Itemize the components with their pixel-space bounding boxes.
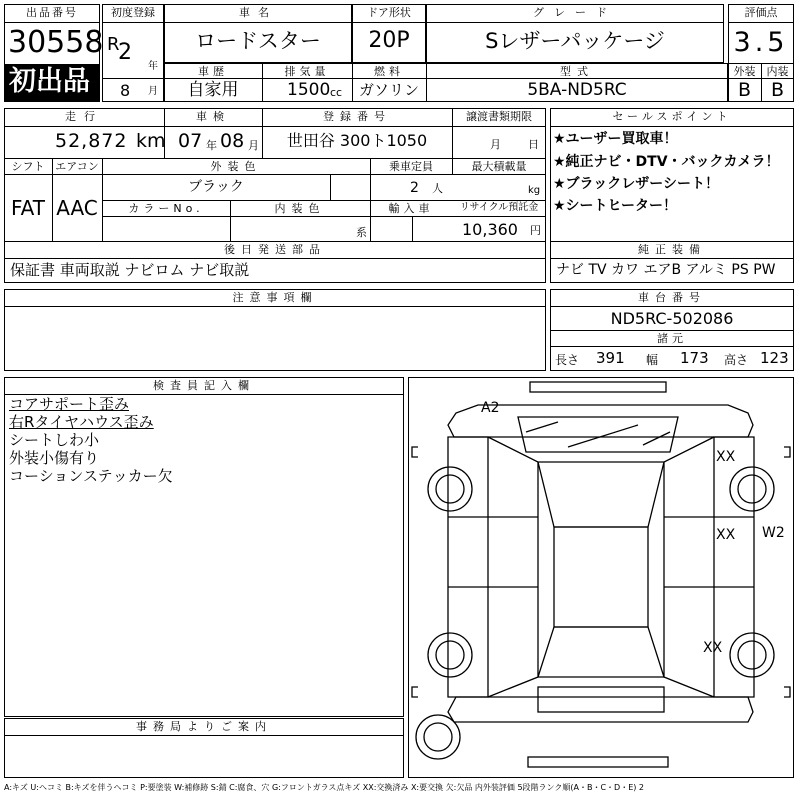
lot-number-label: 出品番号: [26, 6, 78, 19]
mileage-unit: km: [136, 130, 166, 152]
height-label: 高さ: [724, 353, 749, 367]
fuel: ガソリン: [358, 81, 419, 99]
shift-label: シフト: [11, 160, 45, 173]
sales-point: ★ユーザー買取車！: [553, 131, 678, 147]
score: 3.5: [733, 27, 789, 58]
transfer-day-unit: 日: [528, 138, 539, 151]
displacement: 1500: [287, 80, 331, 100]
capacity: 2: [410, 180, 419, 196]
inspector-line: シートしわ小: [9, 431, 100, 449]
inspector-line: 右Rタイヤハウス歪み: [9, 413, 154, 431]
car-body-diagram: [408, 377, 794, 778]
load-label: 最大積載量: [471, 160, 527, 173]
damage-mark: XX: [703, 640, 723, 656]
capacity-label: 乗車定員: [389, 160, 433, 173]
score-label: 評価点: [744, 6, 778, 19]
lot-number: 30558: [8, 25, 104, 60]
specs-label: 諸元: [657, 332, 687, 345]
month-unit: 月: [148, 86, 158, 97]
inspection-label: 車検: [196, 110, 230, 123]
inspection-month: 08: [220, 130, 245, 152]
length: 391: [596, 349, 625, 367]
interior-color-label: 内装色: [274, 202, 326, 215]
recycle-unit: 円: [530, 224, 541, 237]
inspector-label: 検査員記入欄: [153, 379, 255, 392]
capacity-unit: 人: [432, 182, 443, 195]
model-label: 型式: [560, 65, 594, 78]
history-label: 車歴: [198, 65, 228, 78]
fuel-label: 燃料: [374, 65, 404, 78]
load-unit: kg: [528, 185, 541, 196]
color: ブラック: [188, 179, 244, 195]
transfer-month-unit: 月: [490, 138, 501, 151]
color-label: 外装色: [210, 160, 262, 173]
office-label: 事務局よりご案内: [136, 720, 272, 733]
reg-year: 2: [118, 40, 132, 65]
reg-month: 8: [120, 81, 131, 100]
mileage: 52,872: [55, 130, 128, 152]
sales-point: ★ブラックレザーシート！: [553, 176, 719, 192]
sales-point: ★純正ナビ・DTV・バックカメラ！: [553, 154, 780, 170]
first-reg-label: 初度登録: [111, 6, 155, 19]
car-name-label: 車名: [239, 6, 277, 19]
damage-mark: XX: [716, 449, 736, 465]
car-name: ロードスター: [195, 29, 321, 53]
notes-label: 注意事項欄: [232, 291, 318, 304]
inspection-year: 07: [178, 130, 203, 152]
interior-label: 内装: [766, 65, 789, 78]
legend: A:キズ U:ヘコミ B:キズを伴うヘコミ P:要塗装 W:補修跡 S:錆 C:腐食、穴 G:フロントガラス点キズ XX:交換済み X:要交換 欠:欠品 内外装評価 5段階ランク順(A・B・C・D・E) 2: [4, 783, 645, 792]
equipment-items: ナビ TV カワ エアB アルミ PS PW: [556, 262, 776, 278]
transfer-label: 譲渡書類期限: [466, 110, 532, 123]
recycle-label: リサイクル預託金: [459, 202, 539, 213]
first-listing-text: 初出品: [9, 66, 90, 97]
year-unit: 年: [148, 61, 158, 72]
doors-label: ドア形状: [367, 6, 411, 19]
exterior-label: 外装: [733, 65, 756, 78]
inspection-year-unit: 年: [206, 139, 217, 152]
doors: 20P: [368, 28, 410, 53]
damage-mark: A2: [481, 400, 500, 416]
displacement-label: 排気量: [284, 65, 330, 78]
grade-label: グレード: [533, 6, 617, 19]
height: 123: [760, 349, 789, 367]
shift: FAT: [10, 196, 45, 220]
sales-point: ★シートヒーター！: [553, 198, 677, 214]
inspection-month-unit: 月: [248, 139, 259, 152]
history: 自家用: [187, 80, 239, 100]
damage-mark: W2: [762, 525, 785, 541]
chassis-label: 車台番号: [638, 291, 706, 304]
width: 173: [680, 349, 709, 367]
model: 5BA-ND5RC: [527, 80, 627, 100]
aircon: AAC: [56, 196, 98, 220]
inspector-line: 外装小傷有り: [9, 449, 100, 467]
chassis-number: ND5RC-502086: [610, 309, 734, 328]
plate-label: 登録番号: [323, 110, 391, 123]
era: R: [107, 34, 120, 55]
length-label: 長さ: [555, 353, 580, 367]
aircon-label: エアコン: [55, 160, 99, 173]
mileage-label: 走行: [65, 110, 103, 123]
color-no-label: カラーNo.: [128, 202, 204, 215]
equipment-label: 純正装備: [638, 243, 706, 256]
damage-mark: XX: [716, 527, 736, 543]
plate: 世田谷 300ト1050: [286, 131, 428, 150]
later-parts-label: 後日発送部品: [224, 243, 326, 256]
displacement-unit: cc: [330, 86, 343, 99]
exterior-grade: B: [737, 79, 752, 101]
import-label: 輸入車: [388, 202, 434, 215]
interior-color-unit: 系: [356, 226, 367, 239]
recycle: 10,360: [462, 220, 518, 239]
sales-box: [550, 108, 794, 242]
sales-label: セールスポイント: [612, 110, 732, 123]
width-label: 幅: [646, 353, 659, 367]
later-parts: 保証書 車両取説 ナビロム ナビ取説: [10, 261, 250, 279]
inspector-line: コーションステッカー欠: [9, 467, 173, 485]
inspector-line: コアサポート歪み: [9, 395, 130, 413]
grade: Sレザーパッケージ: [485, 29, 665, 53]
interior-grade: B: [770, 79, 785, 101]
